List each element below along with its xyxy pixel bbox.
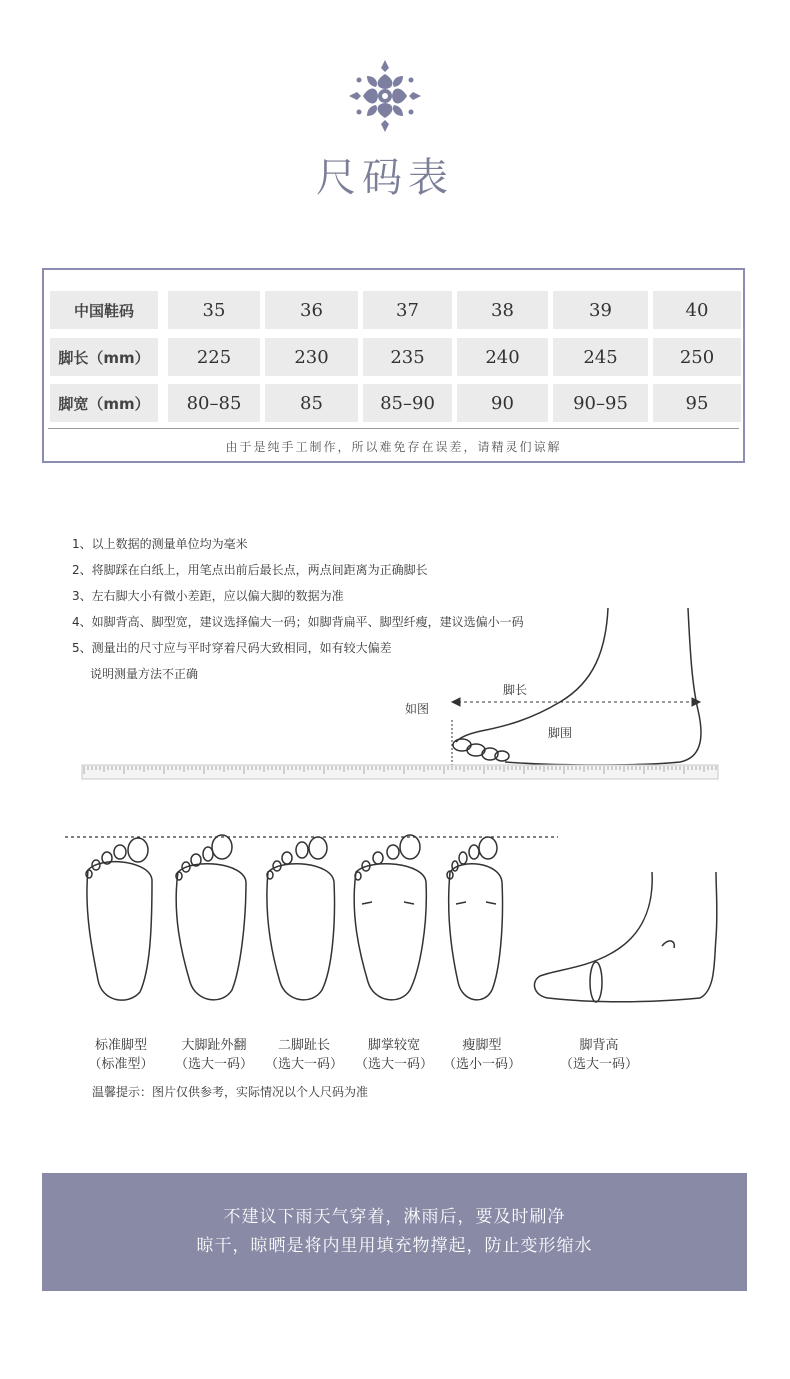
instruction-line: 说明测量方法不正确 <box>90 667 199 681</box>
ornament-icon <box>345 58 425 134</box>
care-notice-banner <box>42 1173 747 1291</box>
foot-type-caption <box>76 1036 166 1074</box>
table-row-header: 脚长（mm） <box>50 338 158 376</box>
table-cell: 40 <box>653 291 741 329</box>
table-cell: 225 <box>168 338 260 376</box>
foot-type-advice: （选小一码） <box>442 1057 521 1072</box>
foot-type-advice: （选大一码） <box>354 1057 433 1072</box>
table-row-header: 中国鞋码 <box>50 291 158 329</box>
foot-length-label: 脚长 <box>503 683 528 697</box>
foot-type-name: 二脚趾长 <box>277 1038 330 1053</box>
foot-type-advice: （选大一码） <box>559 1057 638 1072</box>
foot-type-caption <box>551 1036 647 1074</box>
table-cell: 38 <box>457 291 548 329</box>
foot-type-name: 标准脚型 <box>94 1038 147 1053</box>
foot-type-name: 大脚趾外翻 <box>181 1038 247 1053</box>
foot-type-caption <box>164 1036 264 1074</box>
table-cell: 90 <box>457 384 548 422</box>
foot-type-name: 脚背高 <box>579 1038 619 1053</box>
table-cell: 235 <box>363 338 452 376</box>
care-notice-line: 不建议下雨天气穿着，淋雨后，要及时刷净 <box>223 1207 566 1227</box>
table-cell: 85 <box>265 384 358 422</box>
instruction-line: 4、如脚背高、脚型宽，建议选择偏大一码；如脚背扁平、脚型纤瘦，建议选偏小一码 <box>72 615 524 629</box>
table-cell: 37 <box>363 291 452 329</box>
table-cell: 230 <box>265 338 358 376</box>
size-table <box>42 268 745 463</box>
example-label: 如图 <box>405 702 430 716</box>
page-title: 尺码表 <box>316 155 454 201</box>
foot-type-caption <box>434 1036 530 1074</box>
foot-type-caption <box>346 1036 442 1074</box>
foot-type-advice: （选大一码） <box>264 1057 343 1072</box>
table-cell: 80–85 <box>168 384 260 422</box>
table-cell: 39 <box>553 291 648 329</box>
table-cell: 35 <box>168 291 260 329</box>
table-cell: 240 <box>457 338 548 376</box>
foot-type-advice: （选大一码） <box>174 1057 253 1072</box>
foot-type-name: 脚掌较宽 <box>367 1038 420 1053</box>
table-divider <box>48 428 739 429</box>
table-row-header: 脚宽（mm） <box>50 384 158 422</box>
instruction-line: 2、将脚踩在白纸上，用笔点出前后最长点，两点间距离为正确脚长 <box>72 563 428 577</box>
instruction-line: 3、左右脚大小有微小差距，应以偏大脚的数据为准 <box>72 589 344 603</box>
foot-type-advice: （标准型） <box>88 1057 154 1072</box>
instruction-line: 1、以上数据的测量单位均为毫米 <box>72 537 248 551</box>
foot-type-caption <box>256 1036 352 1074</box>
table-cell: 245 <box>553 338 648 376</box>
foot-type-name: 瘦脚型 <box>462 1038 502 1053</box>
disclaimer-tip: 温馨提示：图片仅供参考，实际情况以个人尺码为准 <box>92 1085 369 1099</box>
foot-measure-illustration <box>0 590 790 790</box>
table-cell: 36 <box>265 291 358 329</box>
table-note: 由于是纯手工制作，所以难免存在误差，请精灵们谅解 <box>225 440 562 454</box>
table-cell: 250 <box>653 338 741 376</box>
table-cell: 90–95 <box>553 384 648 422</box>
table-cell: 85–90 <box>363 384 452 422</box>
foot-types-illustration <box>0 820 790 1020</box>
instruction-line: 5、测量出的尺寸应与平时穿着尺码大致相同，如有较大偏差 <box>72 641 392 655</box>
foot-girth-label: 脚围 <box>548 726 573 740</box>
care-notice-line: 晾干，晾晒是将内里用填充物撑起，防止变形缩水 <box>196 1236 593 1256</box>
table-cell: 95 <box>653 384 741 422</box>
